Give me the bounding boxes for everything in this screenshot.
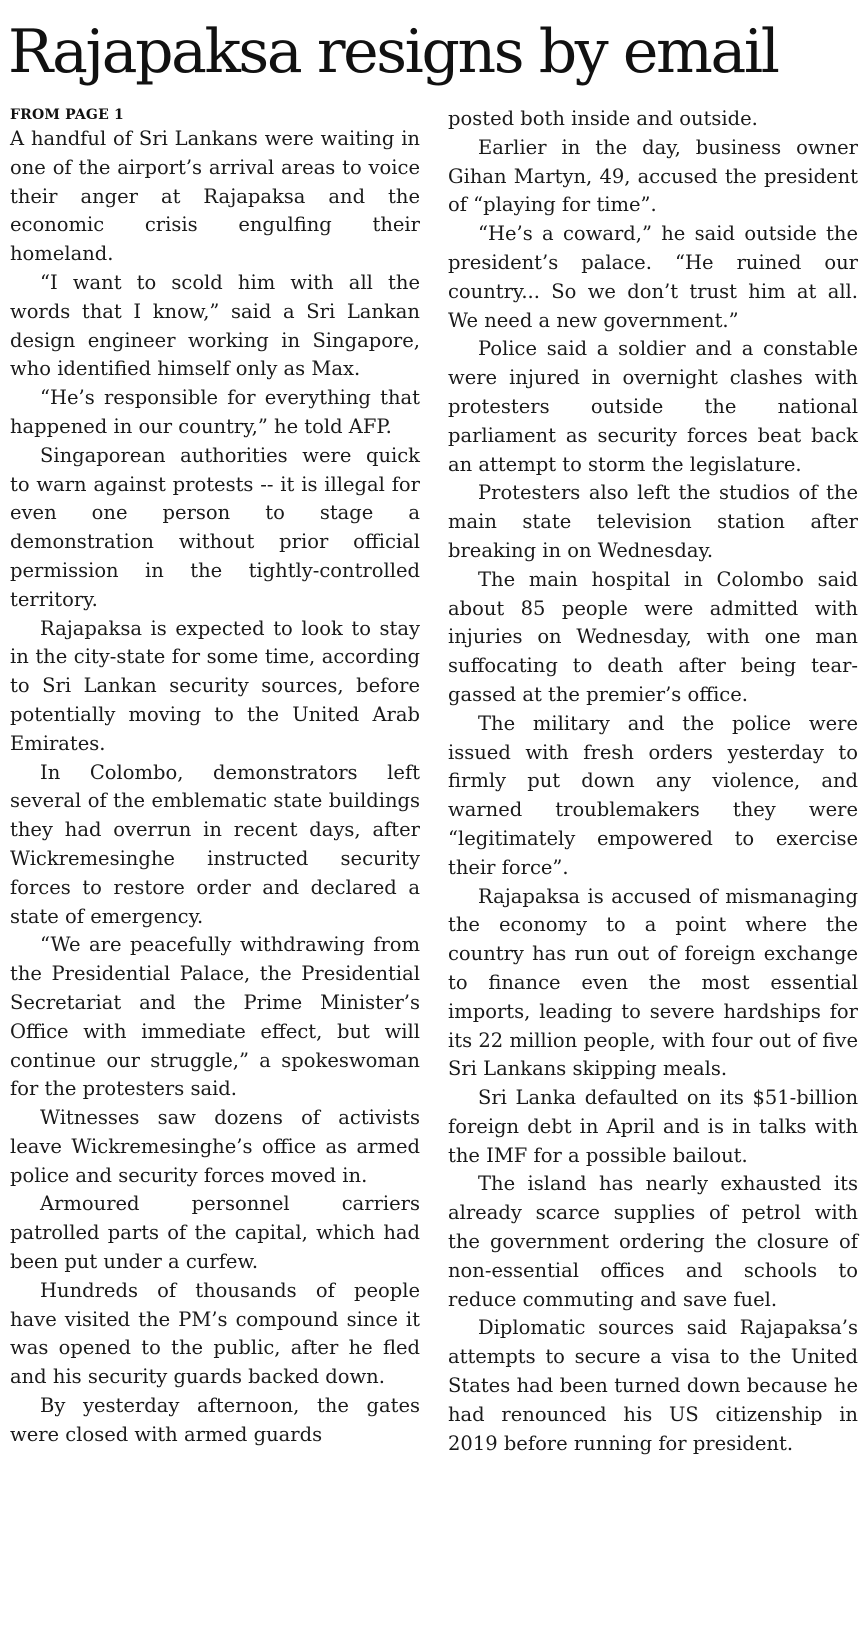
article-column-right — [448, 105, 858, 1458]
paragraph: Hundreds of thousands of people have visited the PM’s compound since it was opened to the public, after he fled and his security guards backed down. — [10, 1278, 420, 1389]
paragraph: A handful of Sri Lankans were waiting in one of the airport’s arrival areas to voice their anger at Rajapaksa and the economic crisis engulfing their homeland. — [10, 127, 420, 266]
paragraph: “He’s responsible for everything that happened in our country,” he told AFP. — [10, 386, 420, 438]
paragraph: In Colombo, demonstrators left several of the emblematic state buildings they had overrun in recent days, after Wickremesinghe instructed security forces to restore order and declared a state of emergency. — [10, 760, 420, 928]
paragraph: Police said a soldier and a constable were injured in overnight clashes with protesters outside the national parliament as security forces beat back an attempt to storm the legislature. — [448, 337, 858, 476]
paragraph: “I want to scold him with all the words that I know,” said a Sri Lankan design engineer working in Singapore, who identified himself only as Max. — [10, 270, 420, 381]
paragraph: Diplomatic sources said Rajapaksa’s attempts to secure a visa to the United States had been turned down because he had renounced his US citizenship in 2019 before running for president. — [448, 1316, 858, 1455]
paragraph: Earlier in the day, business owner Gihan Martyn, 49, accused the president of “playing for time”. — [448, 135, 858, 217]
paragraph: “We are peacefully withdrawing from the Presidential Palace, the Presidential Secretariat and the Prime Minister’s Office with immediate effect, but will continue our struggle,” a spokeswoman for the protesters said. — [10, 933, 420, 1101]
paragraph: Witnesses saw dozens of activists leave Wickremesinghe’s office as armed police and security forces moved in. — [10, 1106, 420, 1187]
paragraph: Protesters also left the studios of the main state television station after breaking in on Wednesday. — [448, 481, 858, 562]
paragraph: The military and the police were issued with fresh orders yesterday to firmly put down any violence, and warned troublemakers they were “legitimately empowered to exercise their force”. — [448, 711, 858, 879]
paragraph: The island has nearly exhausted its already scarce supplies of petrol with the government ordering the closure of non-essential offices and schools to reduce commuting and save fuel. — [448, 1172, 858, 1311]
paragraph: Sri Lanka defaulted on its $51-billion foreign debt in April and is in talks with the IMF for a possible bailout. — [448, 1086, 858, 1167]
paragraph-continued: posted both inside and outside. — [448, 107, 758, 130]
paragraph: Rajapaksa is expected to look to stay in the city-state for some time, according to Sri Lankan security sources, before potentially moving to the United Arab Emirates. — [10, 616, 420, 755]
paragraph: The main hospital in Colombo said about 85 people were admitted with injuries on Wednesday, with one man suffocating to death after being tear-gassed at the premier’s office. — [448, 567, 858, 706]
paragraph: Rajapaksa is accused of mismanaging the economy to a point where the country has run out of foreign exchange to finance even the most essential imports, leading to severe hardships for its 22 million people, with four out of five Sri Lankans skipping meals. — [448, 884, 858, 1081]
paragraph: By yesterday afternoon, the gates were closed with armed guards — [10, 1394, 420, 1446]
paragraph: Armoured personnel carriers patrolled parts of the capital, which had been put under a curfew. — [10, 1192, 420, 1274]
paragraph: Singaporean authorities were quick to warn against protests -- it is illegal for even one person to stage a demonstration without prior official permission in the tightly-controlled territory. — [10, 443, 420, 611]
paragraph: “He’s a coward,” he said outside the president’s palace. “He ruined our country... So we don’t trust him at all. We need a new government.” — [448, 222, 858, 332]
article-column-left — [10, 105, 420, 1450]
kicker-from-page: FROM PAGE 1 — [10, 107, 124, 123]
headline: Rajapaksa resigns by email — [8, 17, 778, 87]
